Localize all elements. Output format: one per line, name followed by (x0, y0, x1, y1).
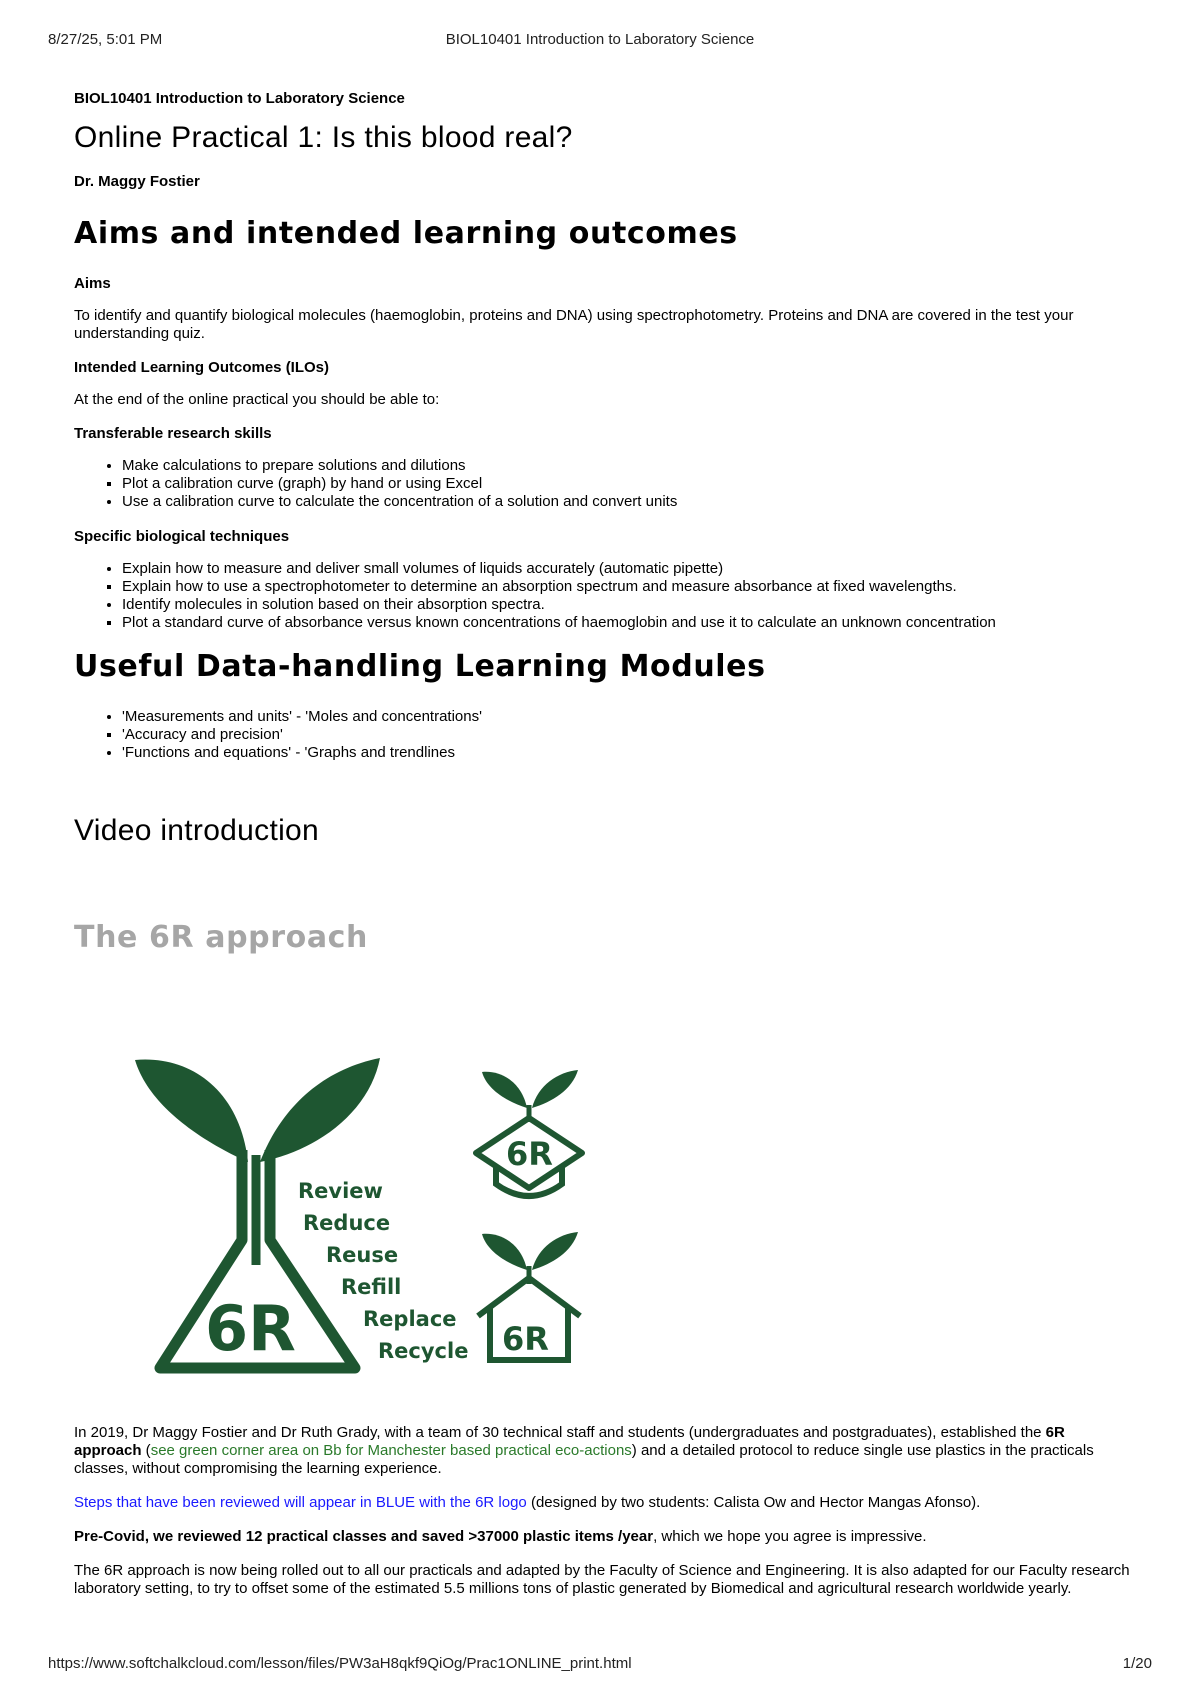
house-6r-icon (478, 1232, 580, 1360)
list-item: • 'Functions and equations' - 'Graphs and trendlines (122, 744, 1134, 762)
word-replace: Replace (363, 1307, 457, 1331)
blue-steps-text: Steps that have been reviewed will appear in BLUE with the 6R logo (74, 1494, 527, 1511)
text-run: , which we hope you agree is impressive. (653, 1528, 927, 1545)
approach-heading: The 6R approach (74, 920, 369, 955)
word-refill: Refill (341, 1275, 402, 1299)
green-corner-link[interactable]: see green corner area on Bb for Manchester based practical eco-actions (150, 1442, 632, 1459)
flask-6r-label: 6R (205, 1292, 296, 1365)
list-item: • Use a calibration curve to calculate the concentration of a solution and convert units (122, 493, 1134, 511)
word-recycle: Recycle (378, 1339, 469, 1363)
aims-text: To identify and quantify biological molecules (haemoglobin, proteins and DNA) using spectrophotometry. Proteins and DNA are covered in the test your understanding quiz. (74, 307, 1074, 342)
page-number: 1/20 (1122, 1655, 1152, 1672)
approach-paragraph-1 (74, 1424, 1134, 1478)
house-6r-label: 6R (502, 1320, 549, 1358)
list-item: ▪ Plot a calibration curve (graph) by hand or using Excel (122, 475, 1134, 493)
6r-logo-svg (130, 1050, 620, 1380)
word-review: Review (298, 1179, 383, 1203)
approach-body (74, 1424, 1134, 1614)
text-run: In 2019, Dr Maggy Fostier and Dr Ruth Grady, with a team of 30 technical staff and students (undergraduates and postgraduates), established the (74, 1424, 1046, 1441)
list-item: ▪ Explain how to use a spectrophotometer to determine an absorption spectrum and measure absorbance at fixed wavelengths. (122, 578, 1134, 596)
list-item: • Explain how to measure and deliver small volumes of liquids accurately (automatic pipette) (122, 560, 1134, 578)
bold-text: 6R approach (74, 1424, 1065, 1459)
transferable-list (74, 457, 1134, 511)
print-doc-title: BIOL10401 Introduction to Laboratory Science (445, 31, 755, 48)
aims-heading: Aims and intended learning outcomes (74, 216, 738, 251)
page-title: Online Practical 1: Is this blood real? (74, 121, 573, 154)
6r-logo-image (130, 1050, 620, 1380)
text-run: ) and a detailed protocol to reduce single use plastics in the practicals classes, without compromising the learning experience. (74, 1442, 1094, 1477)
word-reuse: Reuse (326, 1243, 399, 1267)
approach-paragraph-2 (74, 1494, 1134, 1512)
modules-heading: Useful Data-handling Learning Modules (74, 649, 766, 684)
list-item: ▪ 'Accuracy and precision' (122, 726, 1134, 744)
transferable-label: Transferable research skills (74, 425, 272, 442)
print-header (0, 0, 1200, 60)
author: Dr. Maggy Fostier (74, 173, 200, 190)
word-reduce: Reduce (303, 1211, 391, 1235)
ilo-label: Intended Learning Outcomes (ILOs) (74, 359, 330, 376)
approach-paragraph-4: The 6R approach is now being rolled out to all our practicals and adapted by the Faculty of Science and Engineering. It is also adapted for our Faculty research laboratory setting, to try to offset some of the estimated 5.5 millions tons of plastic generated by Biomedical and agricultural research worldwide yearly. (74, 1562, 1130, 1597)
lesson-content (74, 88, 1134, 955)
course-code: BIOL10401 Introduction to Laboratory Science (74, 90, 405, 107)
cap-6r-label: 6R (506, 1135, 553, 1173)
flask-leaves-icon (135, 1058, 380, 1162)
graduation-cap-6r-icon (476, 1070, 582, 1196)
list-item: • Make calculations to prepare solutions and dilutions (122, 457, 1134, 475)
list-item: • Identify molecules in solution based on their absorption spectra. (122, 596, 1134, 614)
list-item: • 'Measurements and units' - 'Moles and concentrations' (122, 708, 1134, 726)
approach-paragraph-3 (74, 1528, 1134, 1546)
print-datetime: 8/27/25, 5:01 PM (48, 31, 163, 48)
specific-label: Specific biological techniques (74, 528, 290, 545)
text-run: ( (141, 1442, 151, 1459)
modules-list (74, 708, 1134, 762)
print-url: https://www.softchalkcloud.com/lesson/files/PW3aH8qkf9QiOg/Prac1ONLINE_print.html (48, 1655, 632, 1672)
aims-label: Aims (74, 275, 111, 292)
video-heading: Video introduction (74, 814, 320, 847)
specific-list (74, 560, 1134, 632)
list-item: ▪ Plot a standard curve of absorbance versus known concentrations of haemoglobin and use it to calculate an unknown concentration (122, 614, 1134, 632)
text-run: (designed by two students: Calista Ow and Hector Mangas Afonso). (526, 1494, 981, 1511)
ilo-intro: At the end of the online practical you should be able to: (74, 391, 440, 408)
bold-text: Pre-Covid, we reviewed 12 practical classes and saved >37000 plastic items /year (74, 1528, 654, 1545)
